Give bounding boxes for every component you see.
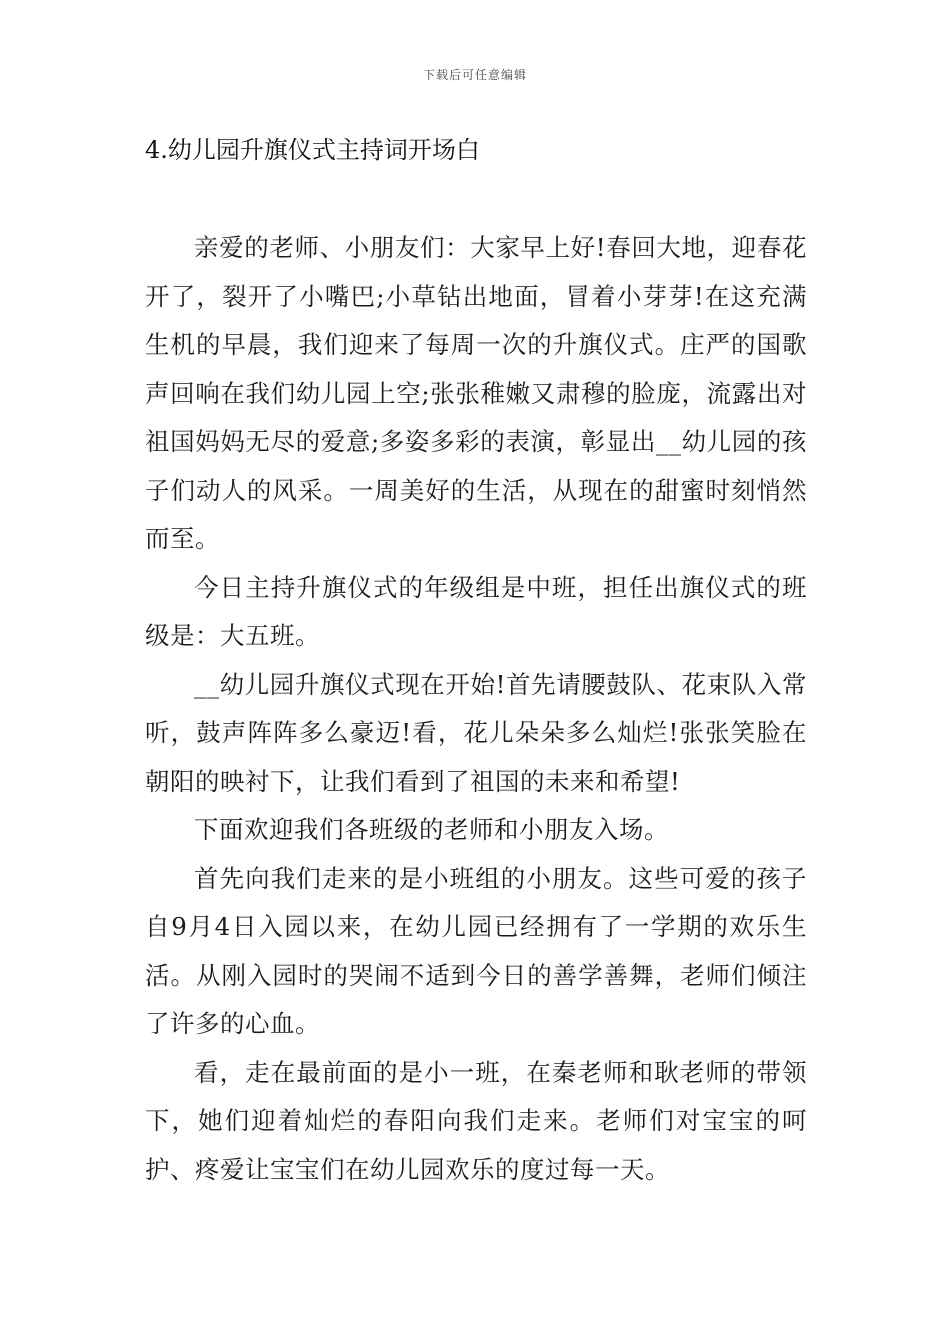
header-note: 下载后可任意编辑 <box>422 68 527 82</box>
document-title: 4.幼儿园升旗仪式主持词开场白 <box>145 136 480 164</box>
paragraph: 亲爱的老师、小朋友们：大家早上好!春回大地，迎春花开了，裂开了小嘴巴;小草钻出地面，冒着小芽芽!在这充满生机的早晨，我们迎来了每周一次的升旗仪式。庄严的国歌声回响在我们幼儿园上空;张张稚嫩又肃穆的脸庞，流露出对祖国妈妈无尽的爱意;多姿多彩的表演，彰显出__幼儿园的孩子们动人的风采。一周美好的生活，从现在的甜蜜时刻悄然而至。 <box>145 233 807 553</box>
paragraph: 下面欢迎我们各班级的老师和小朋友入场。 <box>194 815 669 844</box>
document-body <box>145 224 807 1194</box>
paragraph: 首先向我们走来的是小班组的小朋友。这些可爱的孩子自9月4日入园以来，在幼儿园已经拥有了一学期的欢乐生活。从刚入园时的哭闹不适到今日的善学善舞，老师们倾注了许多的心血。 <box>145 863 807 1038</box>
paragraph: 看，走在最前面的是小一班，在秦老师和耿老师的带领下，她们迎着灿烂的春阳向我们走来。老师们对宝宝的呵护、疼爱让宝宝们在幼儿园欢乐的度过每一天。 <box>145 1057 807 1184</box>
paragraph: 今日主持升旗仪式的年级组是中班，担任出旗仪式的班级是：大五班。 <box>145 572 807 650</box>
paragraph: __幼儿园升旗仪式现在开始!首先请腰鼓队、花束队入常听，鼓声阵阵多么豪迈!看，花儿朵朵多么灿烂!张张笑脸在朝阳的映衬下，让我们看到了祖国的未来和希望! <box>145 669 807 796</box>
